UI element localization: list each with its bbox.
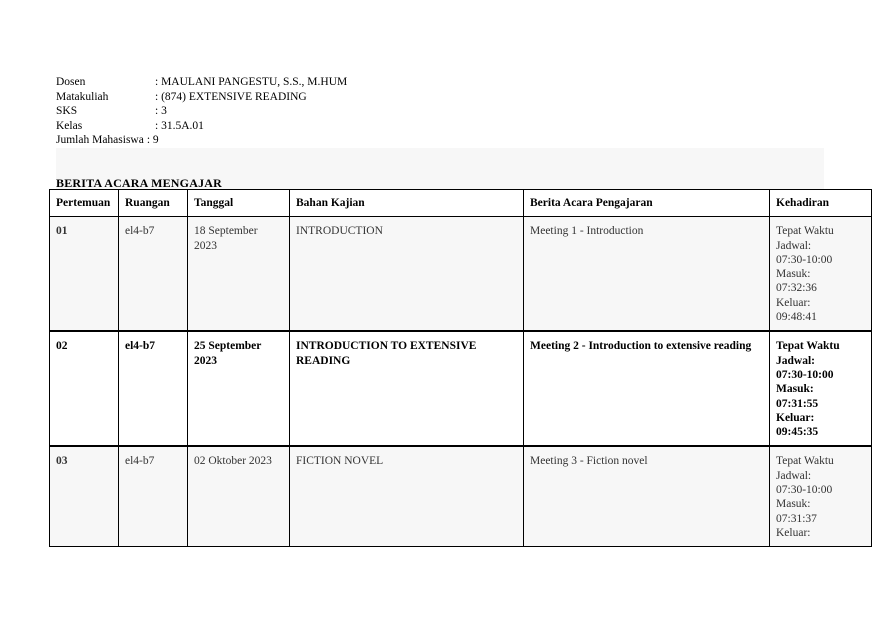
attendance-schedule: 07:30-10:00 xyxy=(776,253,833,266)
info-value: : 3 xyxy=(155,105,167,117)
info-label: Kelas xyxy=(56,119,83,132)
attendance-schedule-label: Jadwal: xyxy=(776,239,812,252)
cell-bahan-kajian: INTRODUCTION TO EXTENSIVE READING xyxy=(290,331,524,446)
info-label: Dosen xyxy=(56,76,86,88)
attendance-in-time: 07:31:55 xyxy=(776,397,819,410)
info-row-jumlah-mahasiswa xyxy=(56,133,347,148)
cell-pertemuan: 02 xyxy=(50,331,119,446)
attendance-schedule: 07:30-10:00 xyxy=(776,368,834,381)
column-header-berita-acara: Berita Acara Pengajaran xyxy=(524,190,770,217)
attendance-out-label: Keluar: xyxy=(776,296,811,309)
cell-pertemuan: 03 xyxy=(50,446,119,546)
cell-bahan-kajian: FICTION NOVEL xyxy=(290,446,524,546)
info-row-kelas xyxy=(56,119,347,134)
cell-ruangan: el4-b7 xyxy=(119,331,188,446)
cell-ruangan: el4-b7 xyxy=(119,217,188,332)
teaching-record-table xyxy=(49,189,872,547)
cell-berita-acara: Meeting 2 - Introduction to extensive reading xyxy=(524,331,770,446)
attendance-in-label: Masuk: xyxy=(776,268,811,281)
attendance-schedule: 07:30-10:00 xyxy=(776,484,833,497)
column-header-kehadiran: Kehadiran xyxy=(770,190,872,217)
column-header-ruangan: Ruangan xyxy=(119,190,188,217)
cell-berita-acara: Meeting 3 - Fiction novel xyxy=(524,446,770,546)
info-row-sks xyxy=(56,104,347,119)
info-value: : 9 xyxy=(146,134,159,146)
column-header-tanggal: Tanggal xyxy=(188,190,290,217)
cell-tanggal: 25 September 2023 xyxy=(188,331,290,446)
attendance-status: Tepat Waktu xyxy=(776,455,834,468)
attendance-in-label: Masuk: xyxy=(776,383,814,396)
attendance-schedule-label: Jadwal: xyxy=(776,354,815,367)
cell-kehadiran xyxy=(770,446,872,546)
attendance-in-time: 07:32:36 xyxy=(776,282,817,295)
cell-kehadiran xyxy=(770,217,872,332)
lecture-info xyxy=(56,75,347,148)
attendance-out-time: 09:48:41 xyxy=(776,311,817,324)
attendance-in-label: Masuk: xyxy=(776,498,811,511)
table-row xyxy=(50,217,872,332)
column-header-bahan-kajian: Bahan Kajian xyxy=(290,190,524,217)
info-label: Jumlah Mahasiswa xyxy=(56,134,144,146)
cell-tanggal: 18 September 2023 xyxy=(188,217,290,332)
attendance-out-time: 09:45:35 xyxy=(776,426,819,439)
attendance-out-label: Keluar: xyxy=(776,411,815,424)
info-label: SKS xyxy=(56,105,78,117)
cell-pertemuan: 01 xyxy=(50,217,119,332)
section-title: BERITA ACARA MENGAJAR xyxy=(56,176,222,190)
info-value: : MAULANI PANGESTU, S.S., M.HUM xyxy=(155,76,348,88)
cell-kehadiran xyxy=(770,331,872,446)
attendance-schedule-label: Jadwal: xyxy=(776,469,812,482)
table-header-row xyxy=(50,190,872,217)
info-value: : (874) EXTENSIVE READING xyxy=(155,90,307,103)
attendance-status: Tepat Waktu xyxy=(776,225,834,238)
cell-bahan-kajian: INTRODUCTION xyxy=(290,217,524,332)
attendance-in-time: 07:31:37 xyxy=(776,512,817,525)
info-value: : 31.5A.01 xyxy=(155,119,204,132)
cell-ruangan: el4-b7 xyxy=(119,446,188,546)
column-header-pertemuan: Pertemuan xyxy=(50,190,119,217)
cell-berita-acara: Meeting 1 - Introduction xyxy=(524,217,770,332)
attendance-status: Tepat Waktu xyxy=(776,340,840,353)
cell-tanggal: 02 Oktober 2023 xyxy=(188,446,290,546)
info-row-dosen xyxy=(56,75,347,90)
info-label: Matakuliah xyxy=(56,90,109,103)
info-row-matakuliah xyxy=(56,90,347,105)
table-row xyxy=(50,446,872,546)
attendance-out-label: Keluar: xyxy=(776,526,811,539)
table-row xyxy=(50,331,872,446)
